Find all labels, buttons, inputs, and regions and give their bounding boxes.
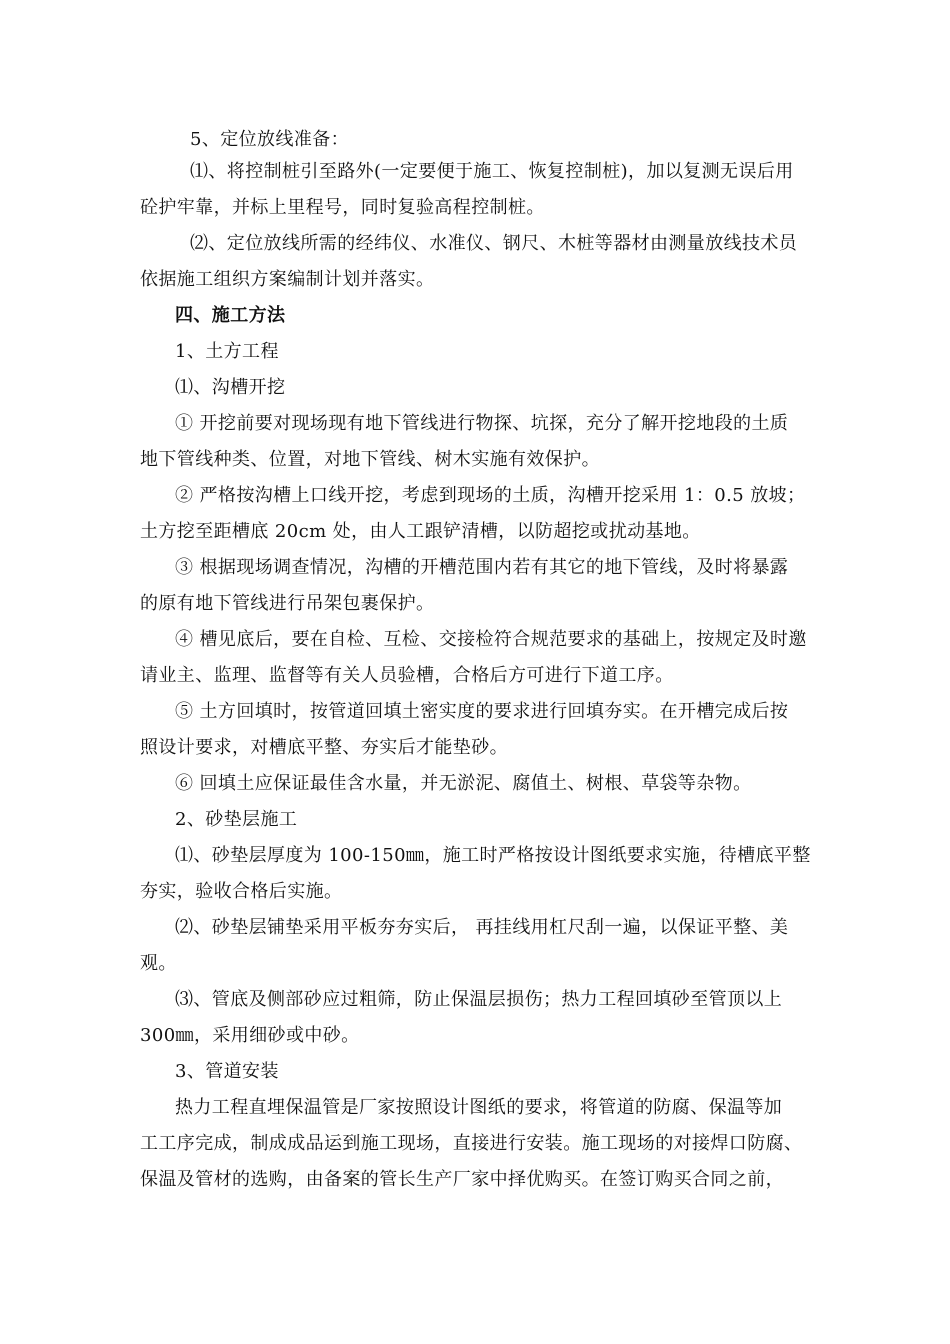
text-line: 请业主、监理、监督等有关人员验槽，合格后方可进行下道工序。 [140, 665, 674, 686]
text-line: ⑴、沟槽开挖 [175, 377, 286, 398]
text-line: 1、土方工程 [175, 341, 279, 362]
text-line: ② 严格按沟槽上口线开挖，考虑到现场的土质，沟槽开挖采用 1：0.5 放坡； [175, 485, 806, 506]
text-line: 地下管线种类、位置，对地下管线、树木实施有效保护。 [140, 449, 600, 470]
text-line: 观。 [140, 953, 177, 974]
text-line: 依据施工组织方案编制计划并落实。 [140, 269, 435, 290]
text-line: 夯实，验收合格后实施。 [140, 881, 343, 902]
text-line: 土方挖至距槽底 20cm 处，由人工跟铲清槽，以防超挖或扰动基地。 [140, 521, 701, 542]
text-line: ⑶、管底及侧部砂应过粗筛，防止保温层损伤；热力工程回填砂至管顶以上 [175, 989, 783, 1010]
text-line: ③ 根据现场调查情况，沟槽的开槽范围内若有其它的地下管线，及时将暴露 [175, 557, 789, 578]
text-line: ⑥ 回填土应保证最佳含水量，并无淤泥、腐值土、树根、草袋等杂物。 [175, 773, 752, 794]
text-line: ⑵、定位放线所需的经纬仪、水准仪、钢尺、木桩等器材由测量放线技术员 [190, 233, 798, 254]
text-line: 热力工程直埋保温管是厂家按照设计图纸的要求，将管道的防腐、保温等加 [175, 1097, 783, 1118]
text-line: 砼护牢靠，并标上里程号，同时复验高程控制桩。 [140, 197, 545, 218]
text-line: 照设计要求，对槽底平整、夯实后才能垫砂。 [140, 737, 508, 758]
text-line: 的原有地下管线进行吊架包裹保护。 [140, 593, 435, 614]
text-line: 工工序完成，制成成品运到施工现场，直接进行安装。施工现场的对接焊口防腐、 [140, 1133, 803, 1154]
text-line: ⑴、将控制桩引至路外(一定要便于施工、恢复控制桩)，加以复测无误后用 [190, 161, 794, 182]
text-line: 2、砂垫层施工 [175, 809, 298, 830]
text-line: ⑤ 土方回填时，按管道回填土密实度的要求进行回填夯实。在开槽完成后按 [175, 701, 789, 722]
text-line: 保温及管材的选购，由备案的管长生产厂家中择优购买。在签订购买合同之前， [140, 1169, 784, 1190]
text-line: ④ 槽见底后，要在自检、互检、交接检符合规范要求的基础上，按规定及时邀 [175, 629, 807, 650]
text-line: ⑵、砂垫层铺垫采用平板夯夯实后， 再挂线用杠尺刮一遍，以保证平整、美 [175, 917, 789, 938]
text-line: 300㎜，采用细砂或中砂。 [140, 1025, 360, 1046]
text-line: 3、管道安装 [175, 1061, 279, 1082]
text-line: ⑴、砂垫层厚度为 100-150㎜，施工时严格按设计图纸要求实施，待槽底平整 [175, 845, 811, 866]
text-line: 5、定位放线准备： [190, 129, 350, 150]
section-heading: 四、施工方法 [175, 305, 286, 326]
text-line: ① 开挖前要对现场现有地下管线进行物探、坑探，充分了解开挖地段的土质 [175, 413, 789, 434]
